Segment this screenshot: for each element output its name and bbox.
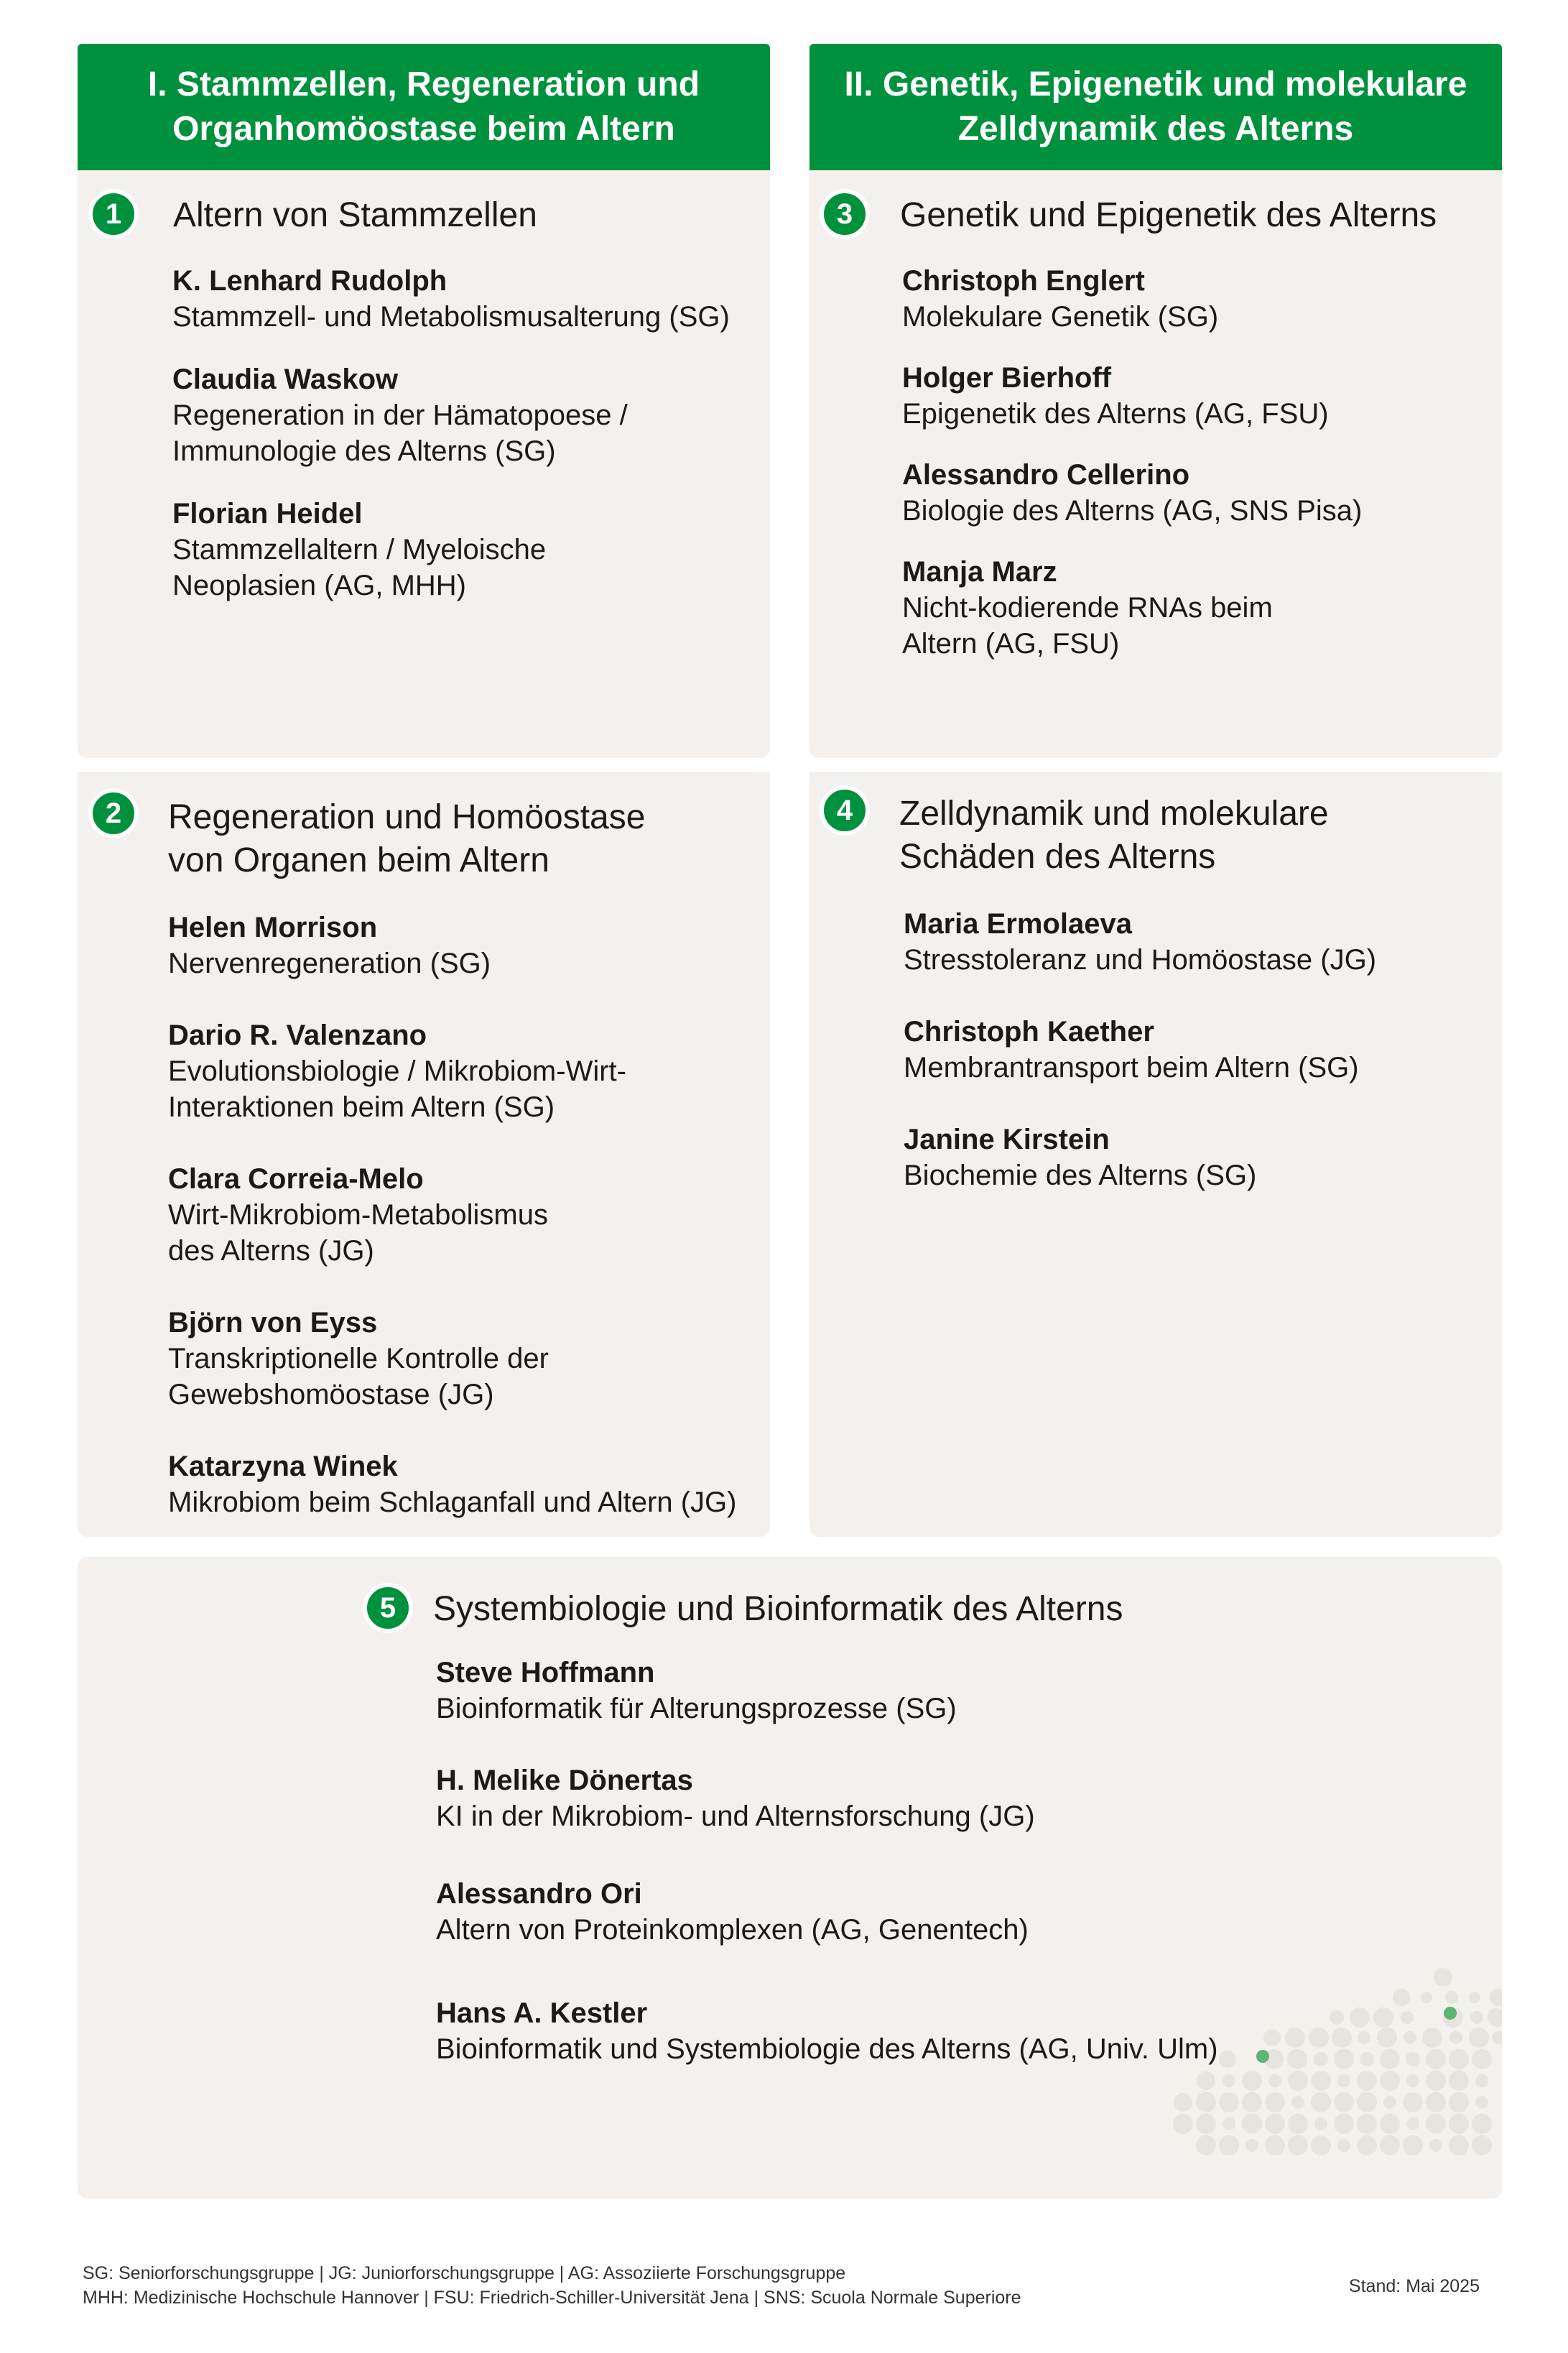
member-role: Transkriptionelle Kontrolle der Gewebshomöostase (JG) [168,1343,549,1410]
footer-legend-line-2: MHH: Medizinische Hochschule Hannover | FSU: Friedrich-Schiller-Universität Jena | SNS: Scuola Normale Superiore [83,2288,1021,2308]
member-role: Nervenregeneration (SG) [168,948,491,979]
member-role: Evolutionsbiologie / Mikrobiom-Wirt-Interaktionen beim Altern (SG) [168,1055,626,1123]
member-entry [168,1305,599,1413]
member-entry [902,360,1470,432]
member-role: KI in der Mikrobiom- und Alternsforschung (JG) [436,1800,1035,1832]
member-entry [436,1876,1298,1948]
member-entry [904,1122,1478,1193]
member-role: Bioinformatik und Systembiologie des Alterns (AG, Univ. Ulm) [436,2033,1218,2065]
section-title: Regeneration und Homöostase von Organen beim Altern [168,798,646,879]
member-role: Wirt-Mikrobiom-Metabolismus des Alterns (JG) [168,1199,548,1267]
member-entry [168,1017,671,1125]
member-entry [902,457,1470,529]
member-role: Nicht-kodierende RNAs beim Altern (AG, FSU) [902,592,1273,660]
member-role: Membrantransport beim Altern (SG) [904,1052,1359,1083]
member-role: Biologie des Alterns (AG, SNS Pisa) [902,495,1363,527]
member-role: Stammzell- und Metabolismusalterung (SG) [172,301,730,333]
member-name: Manja Marz [902,556,1057,588]
member-name: Dario R. Valenzano [168,1020,427,1051]
member-name: Maria Ermolaeva [904,908,1132,940]
member-name: Helen Morrison [168,912,378,943]
member-role: Molekulare Genetik (SG) [902,301,1219,333]
member-name: Florian Heidel [172,498,363,530]
member-role: Bioinformatik für Alterungsprozesse (SG) [436,1693,957,1724]
member-name: Alessandro Ori [436,1878,642,1910]
section-number-badge: 5 [363,1583,413,1633]
section-title: Systembiologie und Bioinformatik des Alterns [433,1590,1123,1628]
member-name: Christoph Kaether [904,1016,1154,1048]
member-name: Hans A. Kestler [436,1997,648,2029]
member-entry [436,1655,1298,1726]
member-entry [168,910,757,981]
section-number-badge: 2 [88,788,139,838]
member-name: Björn von Eyss [168,1307,378,1339]
member-role: Epigenetik des Alterns (AG, FSU) [902,398,1329,430]
member-entry [172,496,575,604]
member-entry [172,361,646,469]
member-entry [436,1762,1298,1834]
member-name: Christoph Englert [902,265,1145,297]
section-number-badge: 4 [820,785,870,836]
footer-legend-line-1: SG: Seniorforschungsgruppe | JG: Juniorforschungsgruppe | AG: Assoziierte Forschungsgruppe [83,2263,846,2283]
member-name: Steve Hoffmann [436,1657,655,1688]
member-role: Altern von Proteinkomplexen (AG, Genentech) [436,1914,1029,1946]
member-name: Holger Bierhoff [902,362,1112,394]
member-name: Alessandro Cellerino [902,459,1190,491]
member-entry [904,906,1478,978]
member-entry [904,1014,1478,1086]
footer-date: Stand: Mai 2025 [1348,2276,1480,2296]
member-list [436,1655,1298,2094]
section-title: Zelldynamik und molekulare Schäden des Alterns [899,795,1329,876]
member-name: Janine Kirstein [904,1124,1110,1155]
member-role: Biochemie des Alterns (SG) [904,1160,1257,1191]
member-role: Stresstoleranz und Homöostase (JG) [904,944,1377,976]
member-list [904,906,1478,1220]
member-role: Stammzellaltern / Myeloische Neoplasien (AG, MHH) [172,534,547,601]
member-name: Clara Correia-Melo [168,1163,424,1195]
member-role: Regeneration in der Hämatopoese / Immunologie des Alterns (SG) [172,399,628,467]
member-name: K. Lenhard Rudolph [172,265,447,297]
member-name: Katarzyna Winek [168,1451,398,1482]
member-entry [436,1995,1298,2067]
member-list [902,263,1470,688]
member-list [172,263,740,630]
member-entry [902,263,1470,335]
column-header-right: II. Genetik, Epigenetik und molekulare Zelldynamik des Alterns [809,44,1502,170]
section-number-badge: 3 [820,189,870,239]
section-number-badge: 1 [88,189,139,239]
member-list [168,910,757,1547]
section-title: Genetik und Epigenetik des Alterns [900,196,1437,234]
member-entry [168,1161,599,1269]
member-entry [902,554,1304,662]
member-entry [172,263,740,335]
member-name: Claudia Waskow [172,364,399,395]
member-role: Mikrobiom beim Schlaganfall und Altern (JG) [168,1487,737,1518]
section-title: Altern von Stammzellen [173,196,537,234]
member-name: H. Melike Dönertas [436,1765,693,1796]
column-header-left: I. Stammzellen, Regeneration und Organhomöostase beim Altern [78,44,770,170]
member-entry [168,1448,757,1520]
